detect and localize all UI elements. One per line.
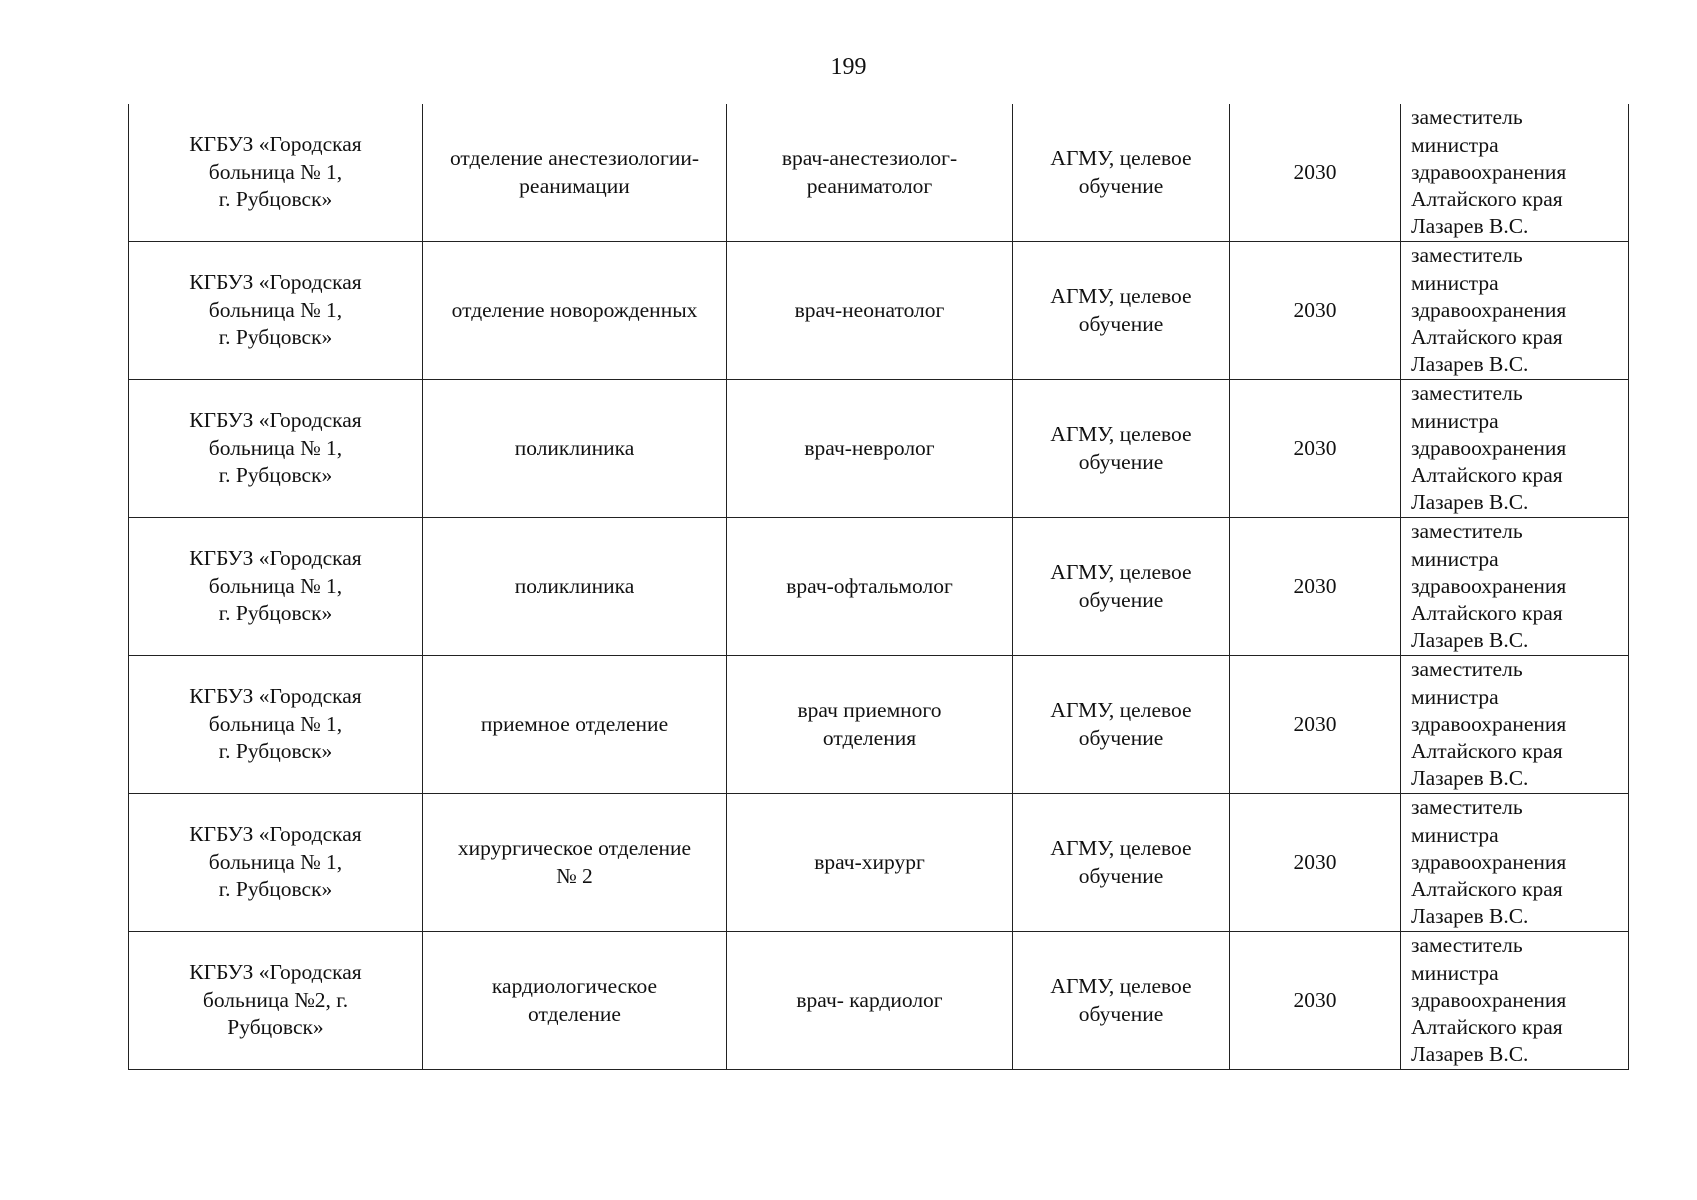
specialty-text: врач-анестезиолог- реаниматолог [781, 146, 958, 198]
education-cell [1013, 242, 1230, 380]
signatory-text: заместитель министра здравоохранения Алтайского края Лазарев В.С. [1411, 657, 1567, 791]
department-text: кардиологическое отделение [491, 974, 658, 1026]
department-cell [423, 242, 727, 380]
specialty-cell [727, 104, 1013, 242]
signatory-cell [1401, 656, 1629, 794]
organization-text: КГБУЗ «Городская больница № 1, г. Рубцовск» [189, 132, 362, 212]
education-cell [1013, 656, 1230, 794]
organization-text: КГБУЗ «Городская больница № 1, г. Рубцовск» [189, 822, 362, 902]
year-text: 2030 [1293, 297, 1337, 322]
year-text: 2030 [1293, 849, 1337, 874]
signatory-cell [1401, 380, 1629, 518]
signatory-cell [1401, 242, 1629, 380]
table-row [129, 656, 1629, 794]
year-cell [1230, 380, 1401, 518]
specialty-cell [727, 518, 1013, 656]
signatory-text: заместитель министра здравоохранения Алтайского края Лазарев В.С. [1411, 933, 1567, 1067]
table-row [129, 794, 1629, 932]
organization-text: КГБУЗ «Городская больница № 1, г. Рубцовск» [189, 546, 362, 626]
specialty-cell [727, 794, 1013, 932]
year-text: 2030 [1293, 987, 1337, 1012]
education-cell [1013, 794, 1230, 932]
signatory-cell [1401, 518, 1629, 656]
year-cell [1230, 656, 1401, 794]
organization-cell [129, 656, 423, 794]
year-cell [1230, 932, 1401, 1070]
department-cell [423, 932, 727, 1070]
specialty-text: врач-невролог [804, 435, 935, 460]
year-text: 2030 [1293, 573, 1337, 598]
education-text: АГМУ, целевое обучение [1050, 836, 1192, 888]
table-row [129, 932, 1629, 1070]
education-text: АГМУ, целевое обучение [1050, 284, 1192, 336]
table-body [129, 104, 1629, 1070]
specialty-text: врач- кардиолог [796, 987, 943, 1012]
signatory-text: заместитель министра здравоохранения Алтайского края Лазарев В.С. [1411, 243, 1567, 377]
signatory-cell [1401, 794, 1629, 932]
organization-cell [129, 794, 423, 932]
signatory-text: заместитель министра здравоохранения Алтайского края Лазарев В.С. [1411, 795, 1567, 929]
year-cell [1230, 794, 1401, 932]
organization-text: КГБУЗ «Городская больница №2, г. Рубцовск» [189, 960, 362, 1040]
education-cell [1013, 380, 1230, 518]
specialty-text: врач приемного отделения [797, 698, 942, 750]
department-text: поликлиника [514, 573, 635, 598]
education-text: АГМУ, целевое обучение [1050, 422, 1192, 474]
department-cell [423, 380, 727, 518]
education-cell [1013, 104, 1230, 242]
education-text: АГМУ, целевое обучение [1050, 146, 1192, 198]
organization-cell [129, 104, 423, 242]
page-number: 199 [830, 54, 867, 80]
specialty-cell [727, 242, 1013, 380]
education-text: АГМУ, целевое обучение [1050, 560, 1192, 612]
staffing-table [128, 104, 1629, 1070]
year-cell [1230, 104, 1401, 242]
department-text: хирургическое отделение № 2 [457, 836, 692, 888]
department-text: отделение анестезиологии- реанимации [449, 146, 700, 198]
education-text: АГМУ, целевое обучение [1050, 974, 1192, 1026]
department-text: приемное отделение [480, 711, 669, 736]
specialty-cell [727, 932, 1013, 1070]
organization-cell [129, 380, 423, 518]
specialty-text: врач-офтальмолог [786, 573, 953, 598]
organization-cell [129, 932, 423, 1070]
education-text: АГМУ, целевое обучение [1050, 698, 1192, 750]
signatory-text: заместитель министра здравоохранения Алтайского края Лазарев В.С. [1411, 381, 1567, 515]
department-cell [423, 104, 727, 242]
year-text: 2030 [1293, 711, 1337, 736]
specialty-text: врач-хирург [814, 849, 925, 874]
department-cell [423, 518, 727, 656]
signatory-cell [1401, 104, 1629, 242]
organization-cell [129, 242, 423, 380]
table-row [129, 380, 1629, 518]
specialty-text: врач-неонатолог [794, 297, 945, 322]
table-row [129, 518, 1629, 656]
department-cell [423, 794, 727, 932]
specialty-cell [727, 656, 1013, 794]
education-cell [1013, 518, 1230, 656]
year-cell [1230, 518, 1401, 656]
year-cell [1230, 242, 1401, 380]
organization-text: КГБУЗ «Городская больница № 1, г. Рубцовск» [189, 684, 362, 764]
table-row [129, 104, 1629, 242]
specialty-cell [727, 380, 1013, 518]
organization-text: КГБУЗ «Городская больница № 1, г. Рубцовск» [189, 408, 362, 488]
signatory-text: заместитель министра здравоохранения Алтайского края Лазарев В.С. [1411, 519, 1567, 653]
year-text: 2030 [1293, 159, 1337, 184]
signatory-text: заместитель министра здравоохранения Алтайского края Лазарев В.С. [1411, 105, 1567, 239]
organization-text: КГБУЗ «Городская больница № 1, г. Рубцовск» [189, 270, 362, 350]
department-cell [423, 656, 727, 794]
department-text: отделение новорожденных [451, 297, 698, 322]
year-text: 2030 [1293, 435, 1337, 460]
department-text: поликлиника [514, 435, 635, 460]
table-row [129, 242, 1629, 380]
organization-cell [129, 518, 423, 656]
signatory-cell [1401, 932, 1629, 1070]
education-cell [1013, 932, 1230, 1070]
